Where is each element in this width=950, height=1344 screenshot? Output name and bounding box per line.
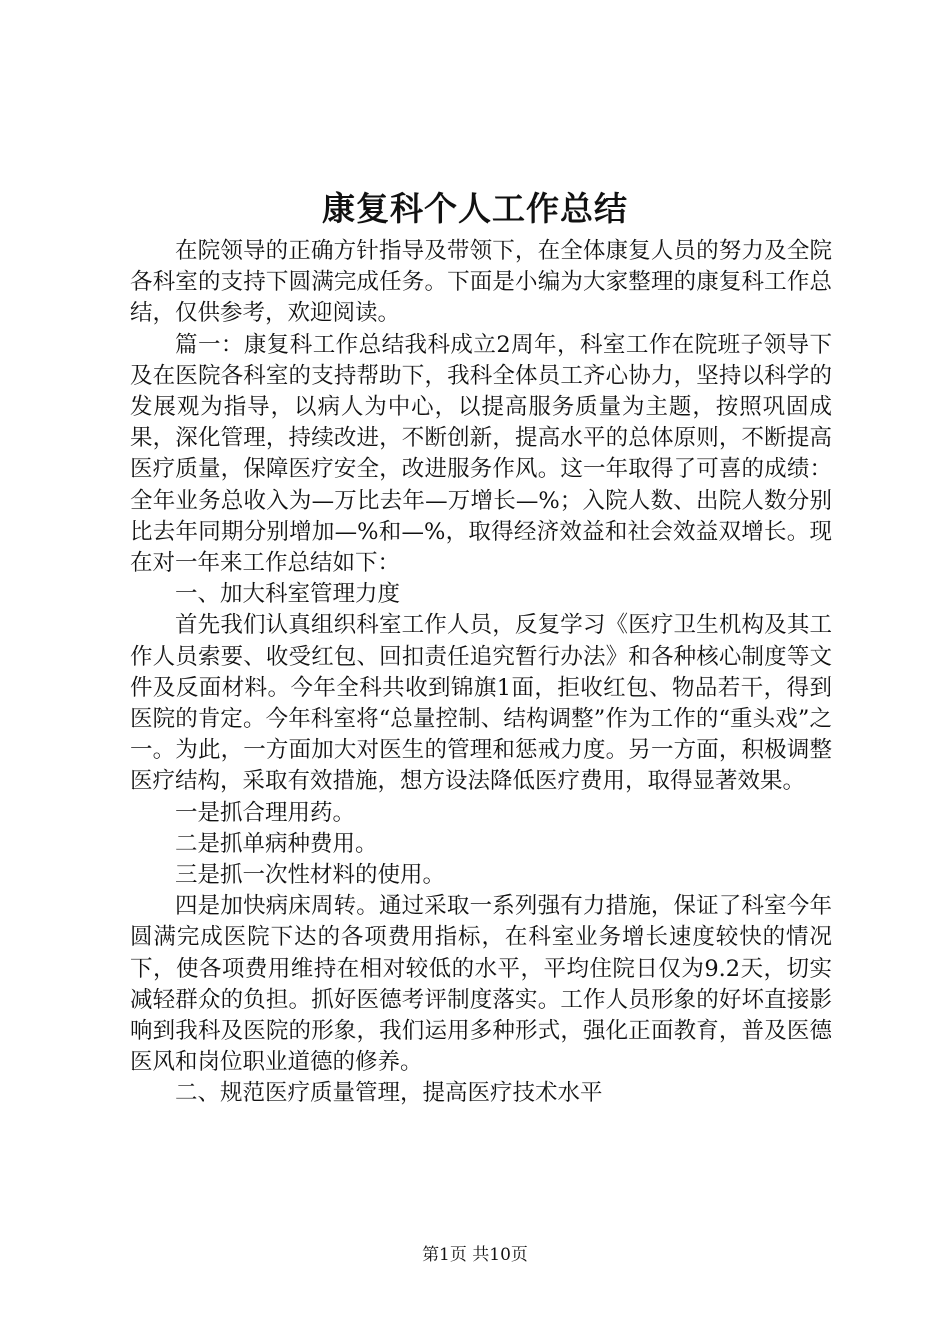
list-item-medication: 一是抓合理用药。 [175,799,356,826]
list-item-disease-cost: 二是抓单病种费用。 [175,830,378,857]
page-footer: 第1页 共10页 [422,1245,528,1265]
paragraph-intro: 在院领导的正确方针指导及带领下，在全体康复人员的努力及全院各科室的支持下圆满完成任务。下面是小编为大家整理的康复科工作总结，仅供参考，欢迎阅读。 [130,238,832,327]
document-body [130,236,832,1110]
section-heading-quality: 二、规范医疗质量管理，提高医疗技术水平 [175,1080,603,1107]
paragraph-management: 首先我们认真组织科室工作人员，反复学习《医疗卫生机构及其工作人员索要、收受红包、回扣责任追究暂行办法》和各种核心制度等文件及反面材料。今年全科共收到锦旗1面，拒收红包、物品若干，得到医院的肯定。今年科室将“总量控制、结构调整”作为工作的“重头戏”之一。为此，一方面加大对医生的管理和惩戒力度。另一方面，积极调整医疗结构，采取有效措施，想方设法降低医疗费用，取得显著效果。 [130,612,832,795]
paragraph-part-one: 篇一：康复科工作总结我科成立2周年，科室工作在院班子领导下及在医院各科室的支持帮助下，我科全体员工齐心协力，坚持以科学的发展观为指导，以病人为中心，以提高服务质量为主题，按照巩固成果，深化管理，持续改进，不断创新，提高水平的总体原则，不断提高医疗质量，保障医疗安全，改进服务作风。这一年取得了可喜的成绩：全年业务总收入为—万比去年—万增长—%；入院人数、出院人数分别比去年同期分别增加—%和—%，取得经济效益和社会效益双增长。现在对一年来工作总结如下： [130,331,832,577]
paragraph-bed-turnover: 四是加快病床周转。通过采取一系列强有力措施，保证了科室今年圆满完成医院下达的各项费用指标，在科室业务增长速度较快的情况下，使各项费用维持在相对较低的水平，平均住院日仅为9.2天，切实减轻群众的负担。抓好医德考评制度落实。工作人员形象的好坏直接影响到我科及医院的形象，我们运用多种形式，强化正面教育，普及医德医风和岗位职业道德的修养。 [130,893,832,1076]
section-heading-management: 一、加大科室管理力度 [175,581,401,608]
document-title: 康复科个人工作总结 [322,189,628,228]
list-item-disposables: 三是抓一次性材料的使用。 [175,862,446,889]
